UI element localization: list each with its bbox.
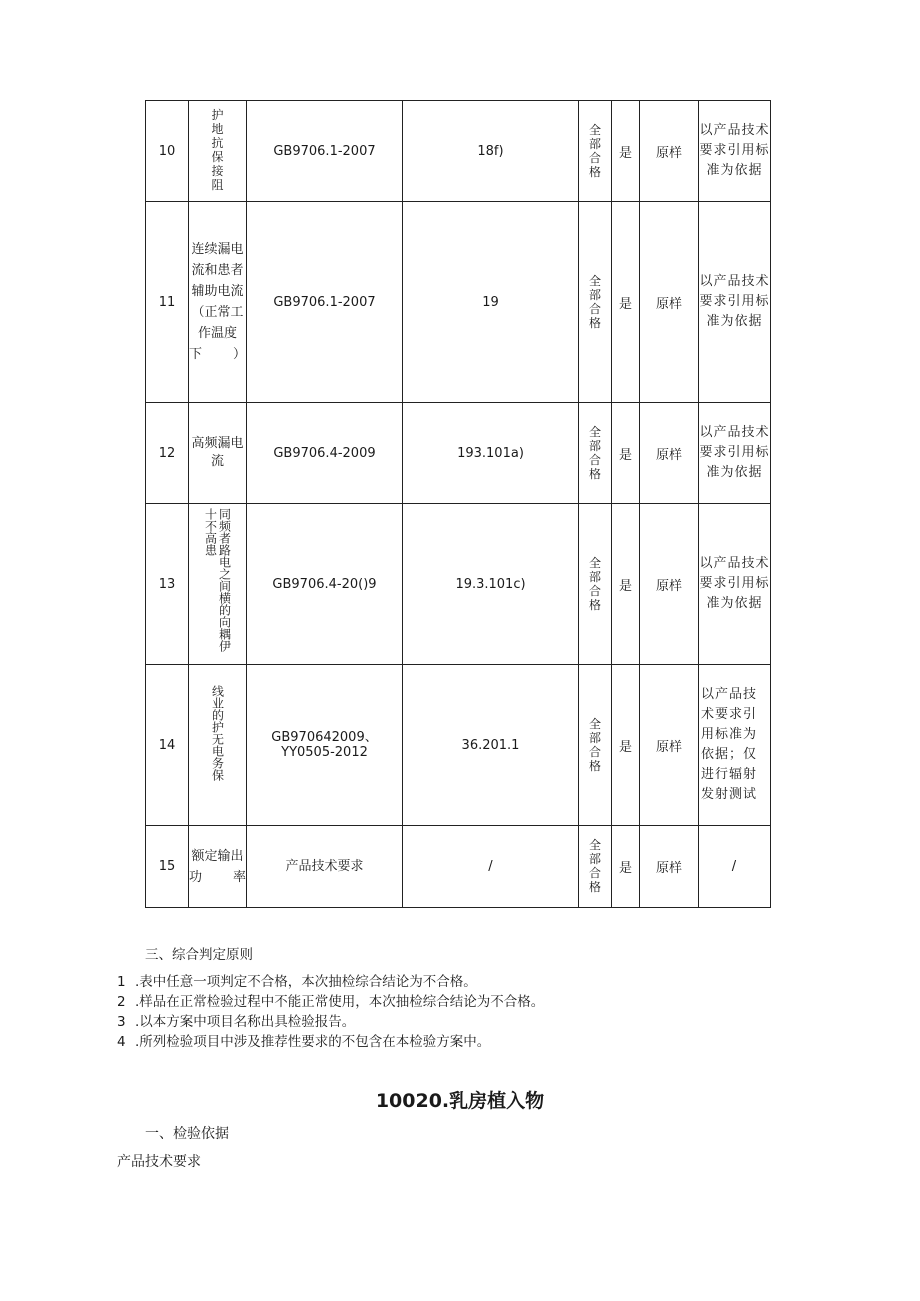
item-name: 额定输出功率 — [189, 826, 247, 908]
sample-state: 原样 — [640, 826, 699, 908]
basis: 以产品技术要求引用标准为依据；仅进行辐射发射测试 — [699, 665, 771, 826]
key-item: 是 — [612, 101, 640, 202]
key-item: 是 — [612, 826, 640, 908]
sample-state: 原样 — [640, 504, 699, 665]
clause: 19 — [403, 202, 579, 403]
principle-number: 4 — [117, 1034, 126, 1050]
row-number: 14 — [146, 665, 189, 826]
principle-text: .表中任意一项判定不合格，本次抽检综合结论为不合格。 — [135, 974, 477, 990]
table-row — [146, 665, 771, 826]
row-number: 11 — [146, 202, 189, 403]
standard: GB9706.1-2007 — [247, 202, 403, 403]
principles-heading: 三、综合判定原则 — [145, 947, 253, 963]
table-row — [146, 101, 771, 202]
row-number: 12 — [146, 403, 189, 504]
sample-state: 原样 — [640, 403, 699, 504]
section-title: 10020.乳房植入物 — [375, 1090, 545, 1112]
standard: GB9706.4-20()9 — [247, 504, 403, 665]
standard: GB9706.1-2007 — [247, 101, 403, 202]
judgment: 全部合格 — [588, 838, 601, 894]
item-name: 线业的护无电务保 — [210, 685, 225, 781]
principle-text: .样品在正常检验过程中不能正常使用，本次抽检综合结论为不合格。 — [135, 994, 545, 1010]
row-number: 10 — [146, 101, 189, 202]
clause: 193.101a) — [403, 403, 579, 504]
sample-state: 原样 — [640, 665, 699, 826]
basis: 以产品技术要求引用标准为依据 — [699, 403, 771, 504]
item-name: 连续漏电流和患者辅助电流（正常工作温度下） — [189, 202, 247, 403]
table-row — [146, 403, 771, 504]
basis: 以产品技术要求引用标准为依据 — [699, 202, 771, 403]
clause: 19.3.101c) — [403, 504, 579, 665]
principle-item — [117, 1010, 355, 1030]
table-row — [146, 202, 771, 403]
principle-item — [117, 970, 477, 990]
key-item: 是 — [612, 504, 640, 665]
key-item: 是 — [612, 202, 640, 403]
table-row — [146, 826, 771, 908]
judgment: 全部合格 — [588, 424, 601, 481]
item-name: 同频者路电之间横的向耦伊十不高患 — [203, 507, 232, 652]
basis-text: 产品技术要求 — [117, 1154, 201, 1170]
principle-number: 1 — [117, 974, 126, 990]
clause: 18f) — [403, 101, 579, 202]
key-item: 是 — [612, 665, 640, 826]
basis: / — [699, 826, 771, 908]
item-name: 高频漏电流 — [189, 403, 247, 504]
judgment: 全部合格 — [588, 716, 601, 773]
inspection-table — [145, 100, 771, 908]
item-name: 护地抗保接阻 — [211, 108, 224, 192]
principle-text: .所列检验项目中涉及推荐性要求的不包含在本检验方案中。 — [135, 1034, 491, 1050]
judgment: 全部合格 — [588, 122, 601, 179]
row-number: 15 — [146, 826, 189, 908]
row-number: 13 — [146, 504, 189, 665]
table-row — [146, 504, 771, 665]
sample-state: 原样 — [640, 202, 699, 403]
standard: GB9706.4-2009 — [247, 403, 403, 504]
judgment: 全部合格 — [588, 555, 601, 612]
standard: GB970642009、YY0505-2012 — [247, 665, 403, 826]
clause: / — [403, 826, 579, 908]
judgment: 全部合格 — [588, 273, 601, 330]
clause: 36.201.1 — [403, 665, 579, 826]
principle-item — [117, 990, 544, 1010]
sample-state: 原样 — [640, 101, 699, 202]
basis: 以产品技术要求引用标准为依据 — [699, 504, 771, 665]
principle-number: 3 — [117, 1014, 126, 1030]
principle-text: .以本方案中项目名称出具检验报告。 — [135, 1014, 356, 1030]
basis-heading: 一、检验依据 — [145, 1126, 229, 1142]
principle-number: 2 — [117, 994, 126, 1010]
basis: 以产品技术要求引用标准为依据 — [699, 101, 771, 202]
standard: 产品技术要求 — [247, 826, 403, 908]
principle-item — [117, 1030, 490, 1050]
key-item: 是 — [612, 403, 640, 504]
